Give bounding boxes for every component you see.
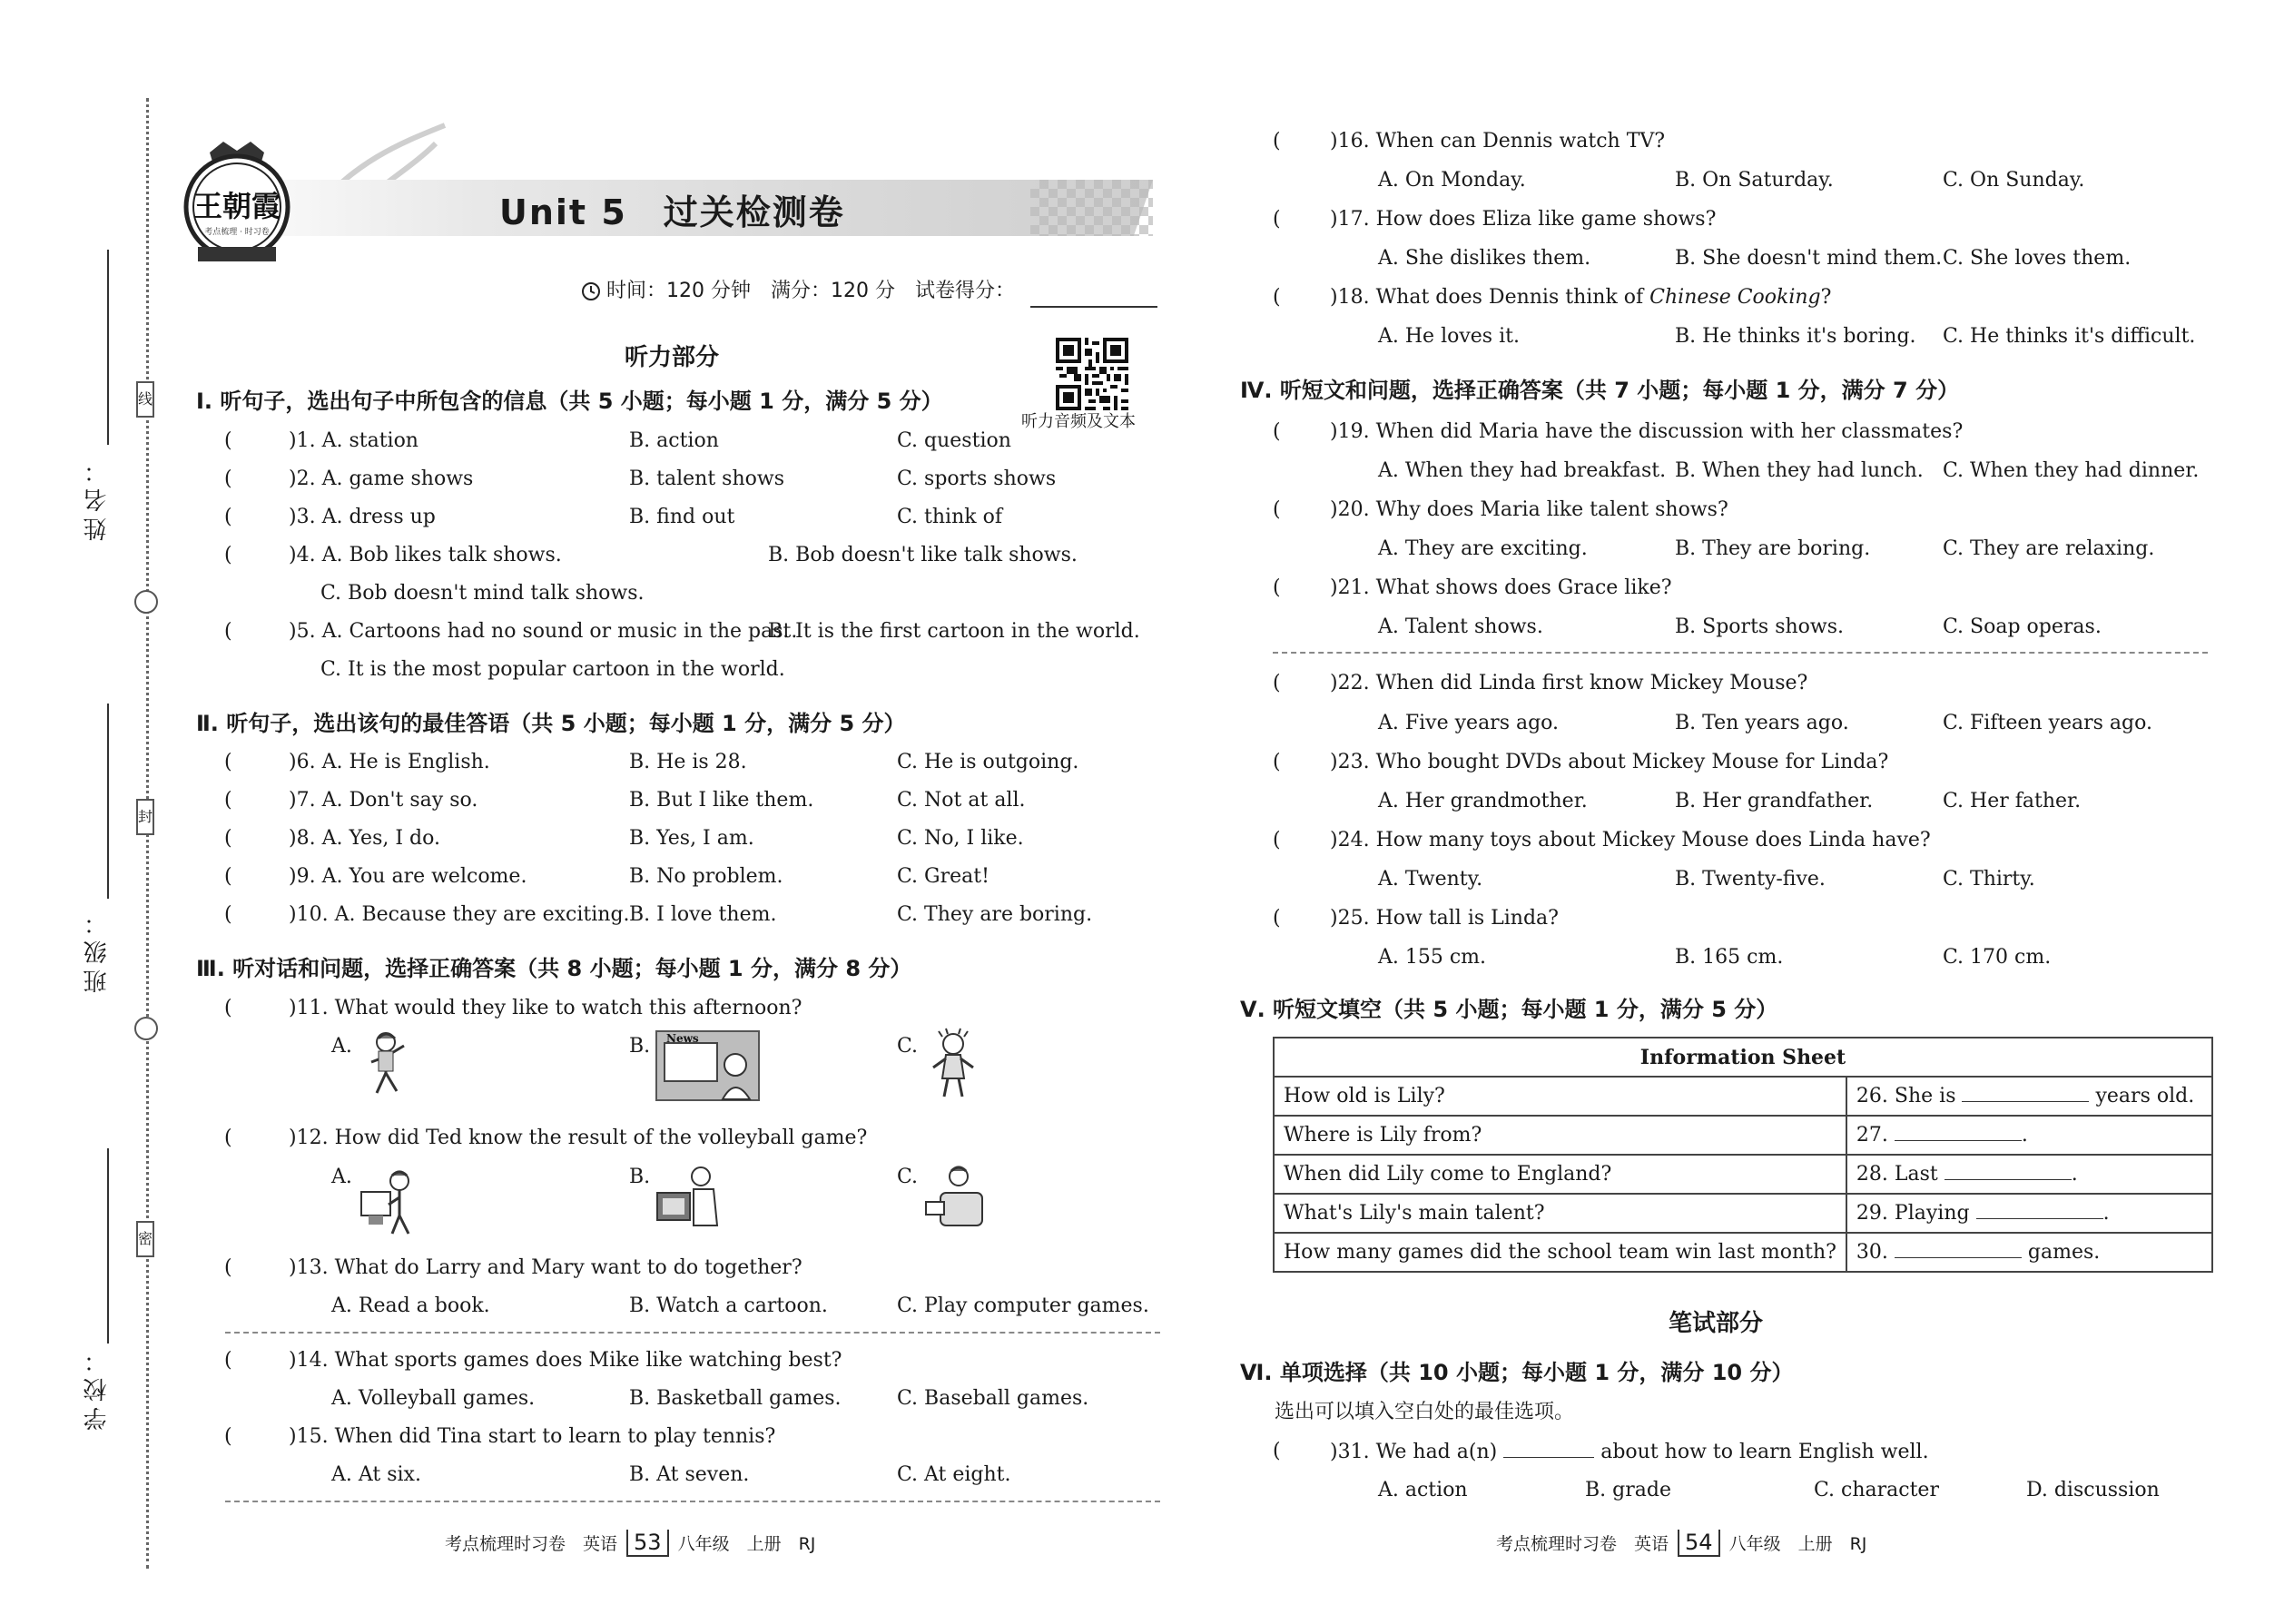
table-answer xyxy=(1846,1194,2212,1233)
q12-picture-b[interactable] xyxy=(654,1162,726,1235)
q19-option-a: A. When they had breakfast. xyxy=(1378,459,1667,482)
q11-picture-a[interactable] xyxy=(359,1026,431,1098)
answer-blank-16[interactable]: ( xyxy=(1273,130,1281,153)
q19-question: )19. When did Maria have the discussion with her classmates? xyxy=(1330,420,1964,443)
answer-blank-25[interactable]: ( xyxy=(1273,907,1281,930)
answer-blank-6[interactable]: ( xyxy=(224,751,232,773)
listening-title: 听力部分 xyxy=(625,344,720,371)
q7-option-b: B. But I like them. xyxy=(629,789,814,812)
q31-option-c: C. character xyxy=(1814,1479,1939,1501)
q20-option-c: C. They are relaxing. xyxy=(1943,537,2155,560)
divider-dashed xyxy=(1273,652,2208,654)
q11-picture-c[interactable] xyxy=(917,1028,989,1100)
q15-question: )15. When did Tina start to learn to play tennis? xyxy=(289,1425,776,1448)
answer-suffix: . xyxy=(2071,1163,2078,1186)
table-question: How old is Lily? xyxy=(1274,1077,1846,1116)
page-number-right: 54 xyxy=(1678,1530,1720,1557)
q6-option-c: C. He is outgoing. xyxy=(897,751,1079,773)
q8-option-b: B. Yes, I am. xyxy=(629,827,754,850)
q4-option-c: C. Bob doesn't mind talk shows. xyxy=(320,582,645,605)
school-label: 学校： xyxy=(84,1343,111,1431)
footer-left-pre: 考点梳理时习卷 英语 xyxy=(445,1534,618,1554)
q5-option-a: )5. A. Cartoons had no sound or music in the past. xyxy=(289,620,798,643)
q31-option-b: B. grade xyxy=(1585,1479,1671,1501)
q10-option-c: C. They are boring. xyxy=(897,903,1093,926)
q18-option-b: B. He thinks it's boring. xyxy=(1675,325,1916,348)
q15-option-a: A. At six. xyxy=(331,1463,421,1486)
section-4-title: Ⅳ. 听短文和问题，选择正确答案（共 7 小题；每小题 1 分，满分 7 分） xyxy=(1240,378,1960,403)
table-answer xyxy=(1846,1077,2212,1116)
q25-question: )25. How tall is Linda? xyxy=(1330,907,1559,930)
q12-label-b: B. xyxy=(629,1166,651,1188)
name-field[interactable] xyxy=(107,250,109,445)
fill-blank-30[interactable] xyxy=(1895,1242,2022,1258)
q20-option-b: B. They are boring. xyxy=(1675,537,1871,560)
q12-question: )12. How did Ted know the result of the volleyball game? xyxy=(289,1127,868,1149)
school-field[interactable] xyxy=(107,1148,109,1343)
section-5-title: Ⅴ. 听短文填空（共 5 小题；每小题 1 分，满分 5 分） xyxy=(1240,997,1778,1022)
q31-option-a: A. action xyxy=(1378,1479,1468,1501)
q31-text: )31. We had a(n) xyxy=(1330,1441,1498,1463)
q4-option-b: B. Bob doesn't like talk shows. xyxy=(768,544,1078,566)
q24-option-a: A. Twenty. xyxy=(1378,868,1483,891)
footer-right-pre: 考点梳理时习卷 英语 xyxy=(1496,1534,1669,1554)
q31-question xyxy=(1330,1442,1929,1462)
clock-icon xyxy=(581,281,601,301)
answer-blank-23[interactable]: ( xyxy=(1273,751,1281,773)
answer-blank-15[interactable]: ( xyxy=(224,1425,232,1448)
q31-text-end: about how to learn English well. xyxy=(1600,1441,1929,1463)
q18-option-a: A. He loves it. xyxy=(1378,325,1520,348)
q1-option-b: B. action xyxy=(629,429,719,452)
section-6-title: Ⅵ. 单项选择（共 10 小题；每小题 1 分，满分 10 分） xyxy=(1240,1360,1794,1385)
q12-label-c: C. xyxy=(897,1166,919,1188)
table-row xyxy=(1274,1233,2212,1272)
table-question: Where is Lily from? xyxy=(1274,1116,1846,1155)
q22-option-b: B. Ten years ago. xyxy=(1675,712,1849,734)
answer-blank-2[interactable]: ( xyxy=(224,468,232,490)
q14-question: )14. What sports games does Mike like watching best? xyxy=(289,1349,842,1372)
q14-option-b: B. Basketball games. xyxy=(629,1387,842,1410)
binding-mark-mi: 密 xyxy=(136,1221,154,1257)
q2-option-c: C. sports shows xyxy=(897,468,1057,490)
answer-blank-14[interactable]: ( xyxy=(224,1349,232,1372)
q18-question xyxy=(1330,288,1831,308)
answer-blank-12[interactable]: ( xyxy=(224,1127,232,1149)
table-answer xyxy=(1846,1233,2212,1272)
q17-question: )17. How does Eliza like game shows? xyxy=(1330,208,1717,231)
news-label: News xyxy=(666,1032,699,1045)
answer-blank-31[interactable]: ( xyxy=(1273,1440,1281,1462)
class-field[interactable] xyxy=(107,704,109,899)
q19-option-b: B. When they had lunch. xyxy=(1675,459,1924,482)
svg-text:考点梳理 · 时习卷: 考点梳理 · 时习卷 xyxy=(204,228,270,237)
answer-suffix: years old. xyxy=(2095,1085,2195,1107)
banner-checker-pattern xyxy=(1030,180,1153,236)
q10-option-a: )10. A. Because they are exciting. xyxy=(289,903,630,926)
answer-blank-4[interactable]: ( xyxy=(224,544,232,566)
qr-code[interactable] xyxy=(1056,338,1128,410)
q7-option-a: )7. A. Don't say so. xyxy=(289,789,478,812)
table-row xyxy=(1274,1155,2212,1194)
q11-question: )11. What would they like to watch this afternoon? xyxy=(289,997,802,1019)
q14-option-c: C. Baseball games. xyxy=(897,1387,1089,1410)
q22-option-a: A. Five years ago. xyxy=(1378,712,1560,734)
q5-option-b: B. It is the first cartoon in the world. xyxy=(768,620,1140,643)
binding-mark-xian: 线 xyxy=(136,381,154,418)
q23-option-b: B. Her grandfather. xyxy=(1675,790,1874,812)
q1-option-c: C. question xyxy=(897,429,1011,452)
q15-option-c: C. At eight. xyxy=(897,1463,1011,1486)
q31-option-d: D. discussion xyxy=(2026,1479,2160,1501)
table-answer xyxy=(1846,1155,2212,1194)
q13-option-a: A. Read a book. xyxy=(331,1294,490,1317)
footer-right-post: 八年级 上册 RJ xyxy=(1728,1534,1867,1554)
fill-blank-29[interactable] xyxy=(1976,1203,2103,1219)
qr-caption: 听力音频及文本 xyxy=(1021,412,1136,431)
q11-label-a: A. xyxy=(331,1035,352,1058)
class-label: 班级： xyxy=(84,906,111,993)
q17-option-a: A. She dislikes them. xyxy=(1378,247,1591,270)
answer-blank-3[interactable]: ( xyxy=(224,506,232,528)
fill-blank-26[interactable] xyxy=(1962,1086,2089,1102)
q23-question: )23. Who bought DVDs about Mickey Mouse for Linda? xyxy=(1330,751,1889,773)
q3-option-a: )3. A. dress up xyxy=(289,506,436,528)
answer-blank-13[interactable]: ( xyxy=(224,1256,232,1279)
q16-question: )16. When can Dennis watch TV? xyxy=(1330,130,1666,153)
q13-option-c: C. Play computer games. xyxy=(897,1294,1149,1317)
answer-blank-1[interactable]: ( xyxy=(224,429,232,452)
q17-option-b: B. She doesn't mind them. xyxy=(1675,247,1943,270)
fill-blank-27[interactable] xyxy=(1895,1125,2022,1141)
q9-option-c: C. Great! xyxy=(897,865,989,888)
q23-option-c: C. Her father. xyxy=(1943,790,2082,812)
q6-option-a: )6. A. He is English. xyxy=(289,751,490,773)
footer-left xyxy=(445,1530,815,1557)
svg-text:王朝霞: 王朝霞 xyxy=(192,189,281,223)
q11-label-c: C. xyxy=(897,1035,919,1058)
fill-blank-28[interactable] xyxy=(1944,1164,2072,1180)
q12-label-a: A. xyxy=(331,1166,352,1188)
q4-option-a: )4. A. Bob likes talk shows. xyxy=(289,544,562,566)
q21-option-b: B. Sports shows. xyxy=(1675,615,1845,638)
q20-option-a: A. They are exciting. xyxy=(1378,537,1588,560)
score-field[interactable] xyxy=(1030,306,1157,308)
answer-prefix: 26. She is xyxy=(1856,1085,1956,1107)
table-question: How many games did the school team win last month? xyxy=(1274,1233,1846,1272)
q9-option-b: B. No problem. xyxy=(629,865,783,888)
answer-blank-9[interactable]: ( xyxy=(224,865,232,888)
brand-logo xyxy=(178,136,296,263)
q6-option-b: B. He is 28. xyxy=(629,751,747,773)
binding-hole xyxy=(134,590,158,614)
answer-blank-21[interactable]: ( xyxy=(1273,576,1281,599)
q10-option-b: B. I love them. xyxy=(629,903,777,926)
q25-option-c: C. 170 cm. xyxy=(1943,946,2052,969)
table-question: What's Lily's main talent? xyxy=(1274,1194,1846,1233)
q2-option-b: B. talent shows xyxy=(629,468,784,490)
exam-info: 时间：120 分钟 满分：120 分 试卷得分： xyxy=(606,280,1015,302)
q11-picture-b[interactable] xyxy=(655,1030,760,1101)
q19-option-c: C. When they had dinner. xyxy=(1943,459,2200,482)
unit-title: Unit 5 过关检测卷 xyxy=(499,192,845,232)
q24-question: )24. How many toys about Mickey Mouse does Linda have? xyxy=(1330,829,1931,851)
answer-blank-17[interactable]: ( xyxy=(1273,208,1281,231)
information-sheet-table xyxy=(1273,1037,2213,1273)
q12-picture-c[interactable] xyxy=(919,1162,991,1235)
q31-blank[interactable] xyxy=(1503,1442,1594,1458)
answer-blank-7[interactable]: ( xyxy=(224,789,232,812)
section-1-title: Ⅰ. 听句子，选出句子中所包含的信息（共 5 小题；每小题 1 分，满分 5 分） xyxy=(196,389,943,414)
q21-option-a: A. Talent shows. xyxy=(1378,615,1543,638)
q1-option-a: )1. A. station xyxy=(289,429,418,452)
q11-label-b: B. xyxy=(629,1035,651,1058)
answer-suffix: . xyxy=(2021,1124,2028,1147)
q25-option-a: A. 155 cm. xyxy=(1378,946,1487,969)
answer-blank-11[interactable]: ( xyxy=(224,997,232,1019)
answer-prefix: 29. Playing xyxy=(1856,1202,1970,1225)
q9-option-a: )9. A. You are welcome. xyxy=(289,865,527,888)
q8-option-c: C. No, I like. xyxy=(897,827,1024,850)
section-2-title: Ⅱ. 听句子，选出该句的最佳答语（共 5 小题；每小题 1 分，满分 5 分） xyxy=(196,711,906,736)
footer-left-post: 八年级 上册 RJ xyxy=(677,1534,816,1554)
section-6-instruction: 选出可以填入空白处的最佳选项。 xyxy=(1275,1401,1575,1423)
answer-blank-20[interactable]: ( xyxy=(1273,498,1281,521)
q3-option-c: C. think of xyxy=(897,506,1002,528)
q22-option-c: C. Fifteen years ago. xyxy=(1943,712,2152,734)
q18-end: ? xyxy=(1820,286,1832,309)
table-header: Information Sheet xyxy=(1274,1038,2212,1077)
answer-blank-22[interactable]: ( xyxy=(1273,672,1281,694)
q24-option-b: B. Twenty-five. xyxy=(1675,868,1826,891)
answer-blank-19[interactable]: ( xyxy=(1273,420,1281,443)
q12-picture-a[interactable] xyxy=(356,1165,428,1237)
q23-option-a: A. Her grandmother. xyxy=(1378,790,1588,812)
binding-mark-feng: 封 xyxy=(136,799,154,835)
answer-blank-10[interactable]: ( xyxy=(224,903,232,926)
q7-option-c: C. Not at all. xyxy=(897,789,1026,812)
q17-option-c: C. She loves them. xyxy=(1943,247,2132,270)
table-question: When did Lily come to England? xyxy=(1274,1155,1846,1194)
answer-prefix: 28. Last xyxy=(1856,1163,1938,1186)
q3-option-b: B. find out xyxy=(629,506,735,528)
answer-suffix: games. xyxy=(2027,1241,2101,1264)
q18-text: )18. What does Dennis think of xyxy=(1330,286,1650,309)
answer-blank-5[interactable]: ( xyxy=(224,620,232,643)
table-row xyxy=(1274,1077,2212,1116)
divider-dashed xyxy=(225,1332,1160,1334)
q5-option-c: C. It is the most popular cartoon in the world. xyxy=(320,658,785,681)
q18-title: Chinese Cooking xyxy=(1649,286,1821,309)
q21-question: )21. What shows does Grace like? xyxy=(1330,576,1672,599)
answer-blank-18[interactable]: ( xyxy=(1273,286,1281,309)
q13-question: )13. What do Larry and Mary want to do together? xyxy=(289,1256,802,1279)
page-number-left: 53 xyxy=(626,1530,669,1557)
answer-prefix: 30. xyxy=(1856,1241,1888,1264)
section-3-title: Ⅲ. 听对话和问题，选择正确答案（共 8 小题；每小题 1 分，满分 8 分） xyxy=(196,956,912,981)
footer-right xyxy=(1496,1530,1866,1557)
q16-option-c: C. On Sunday. xyxy=(1943,169,2085,192)
q18-option-c: C. He thinks it's difficult. xyxy=(1943,325,2196,348)
answer-blank-8[interactable]: ( xyxy=(224,827,232,850)
table-row xyxy=(1274,1116,2212,1155)
q24-option-c: C. Thirty. xyxy=(1943,868,2035,891)
q20-question: )20. Why does Maria like talent shows? xyxy=(1330,498,1728,521)
q13-option-b: B. Watch a cartoon. xyxy=(629,1294,828,1317)
q8-option-a: )8. A. Yes, I do. xyxy=(289,827,440,850)
q16-option-b: B. On Saturday. xyxy=(1675,169,1834,192)
q16-option-a: A. On Monday. xyxy=(1378,169,1526,192)
answer-blank-24[interactable]: ( xyxy=(1273,829,1281,851)
q22-question: )22. When did Linda first know Mickey Mouse? xyxy=(1330,672,1808,694)
table-header-row xyxy=(1274,1038,2212,1077)
q21-option-c: C. Soap operas. xyxy=(1943,615,2102,638)
table-answer xyxy=(1846,1116,2212,1155)
q2-option-a: )2. A. game shows xyxy=(289,468,474,490)
divider-dashed xyxy=(225,1501,1160,1502)
q25-option-b: B. 165 cm. xyxy=(1675,946,1784,969)
q14-option-a: A. Volleyball games. xyxy=(331,1387,536,1410)
answer-prefix: 27. xyxy=(1856,1124,1888,1147)
written-section-title: 笔试部分 xyxy=(1669,1310,1764,1337)
answer-suffix: . xyxy=(2102,1202,2110,1225)
q15-option-b: B. At seven. xyxy=(629,1463,750,1486)
binding-hole xyxy=(134,1017,158,1040)
name-label: 姓名： xyxy=(84,454,111,541)
table-row xyxy=(1274,1194,2212,1233)
